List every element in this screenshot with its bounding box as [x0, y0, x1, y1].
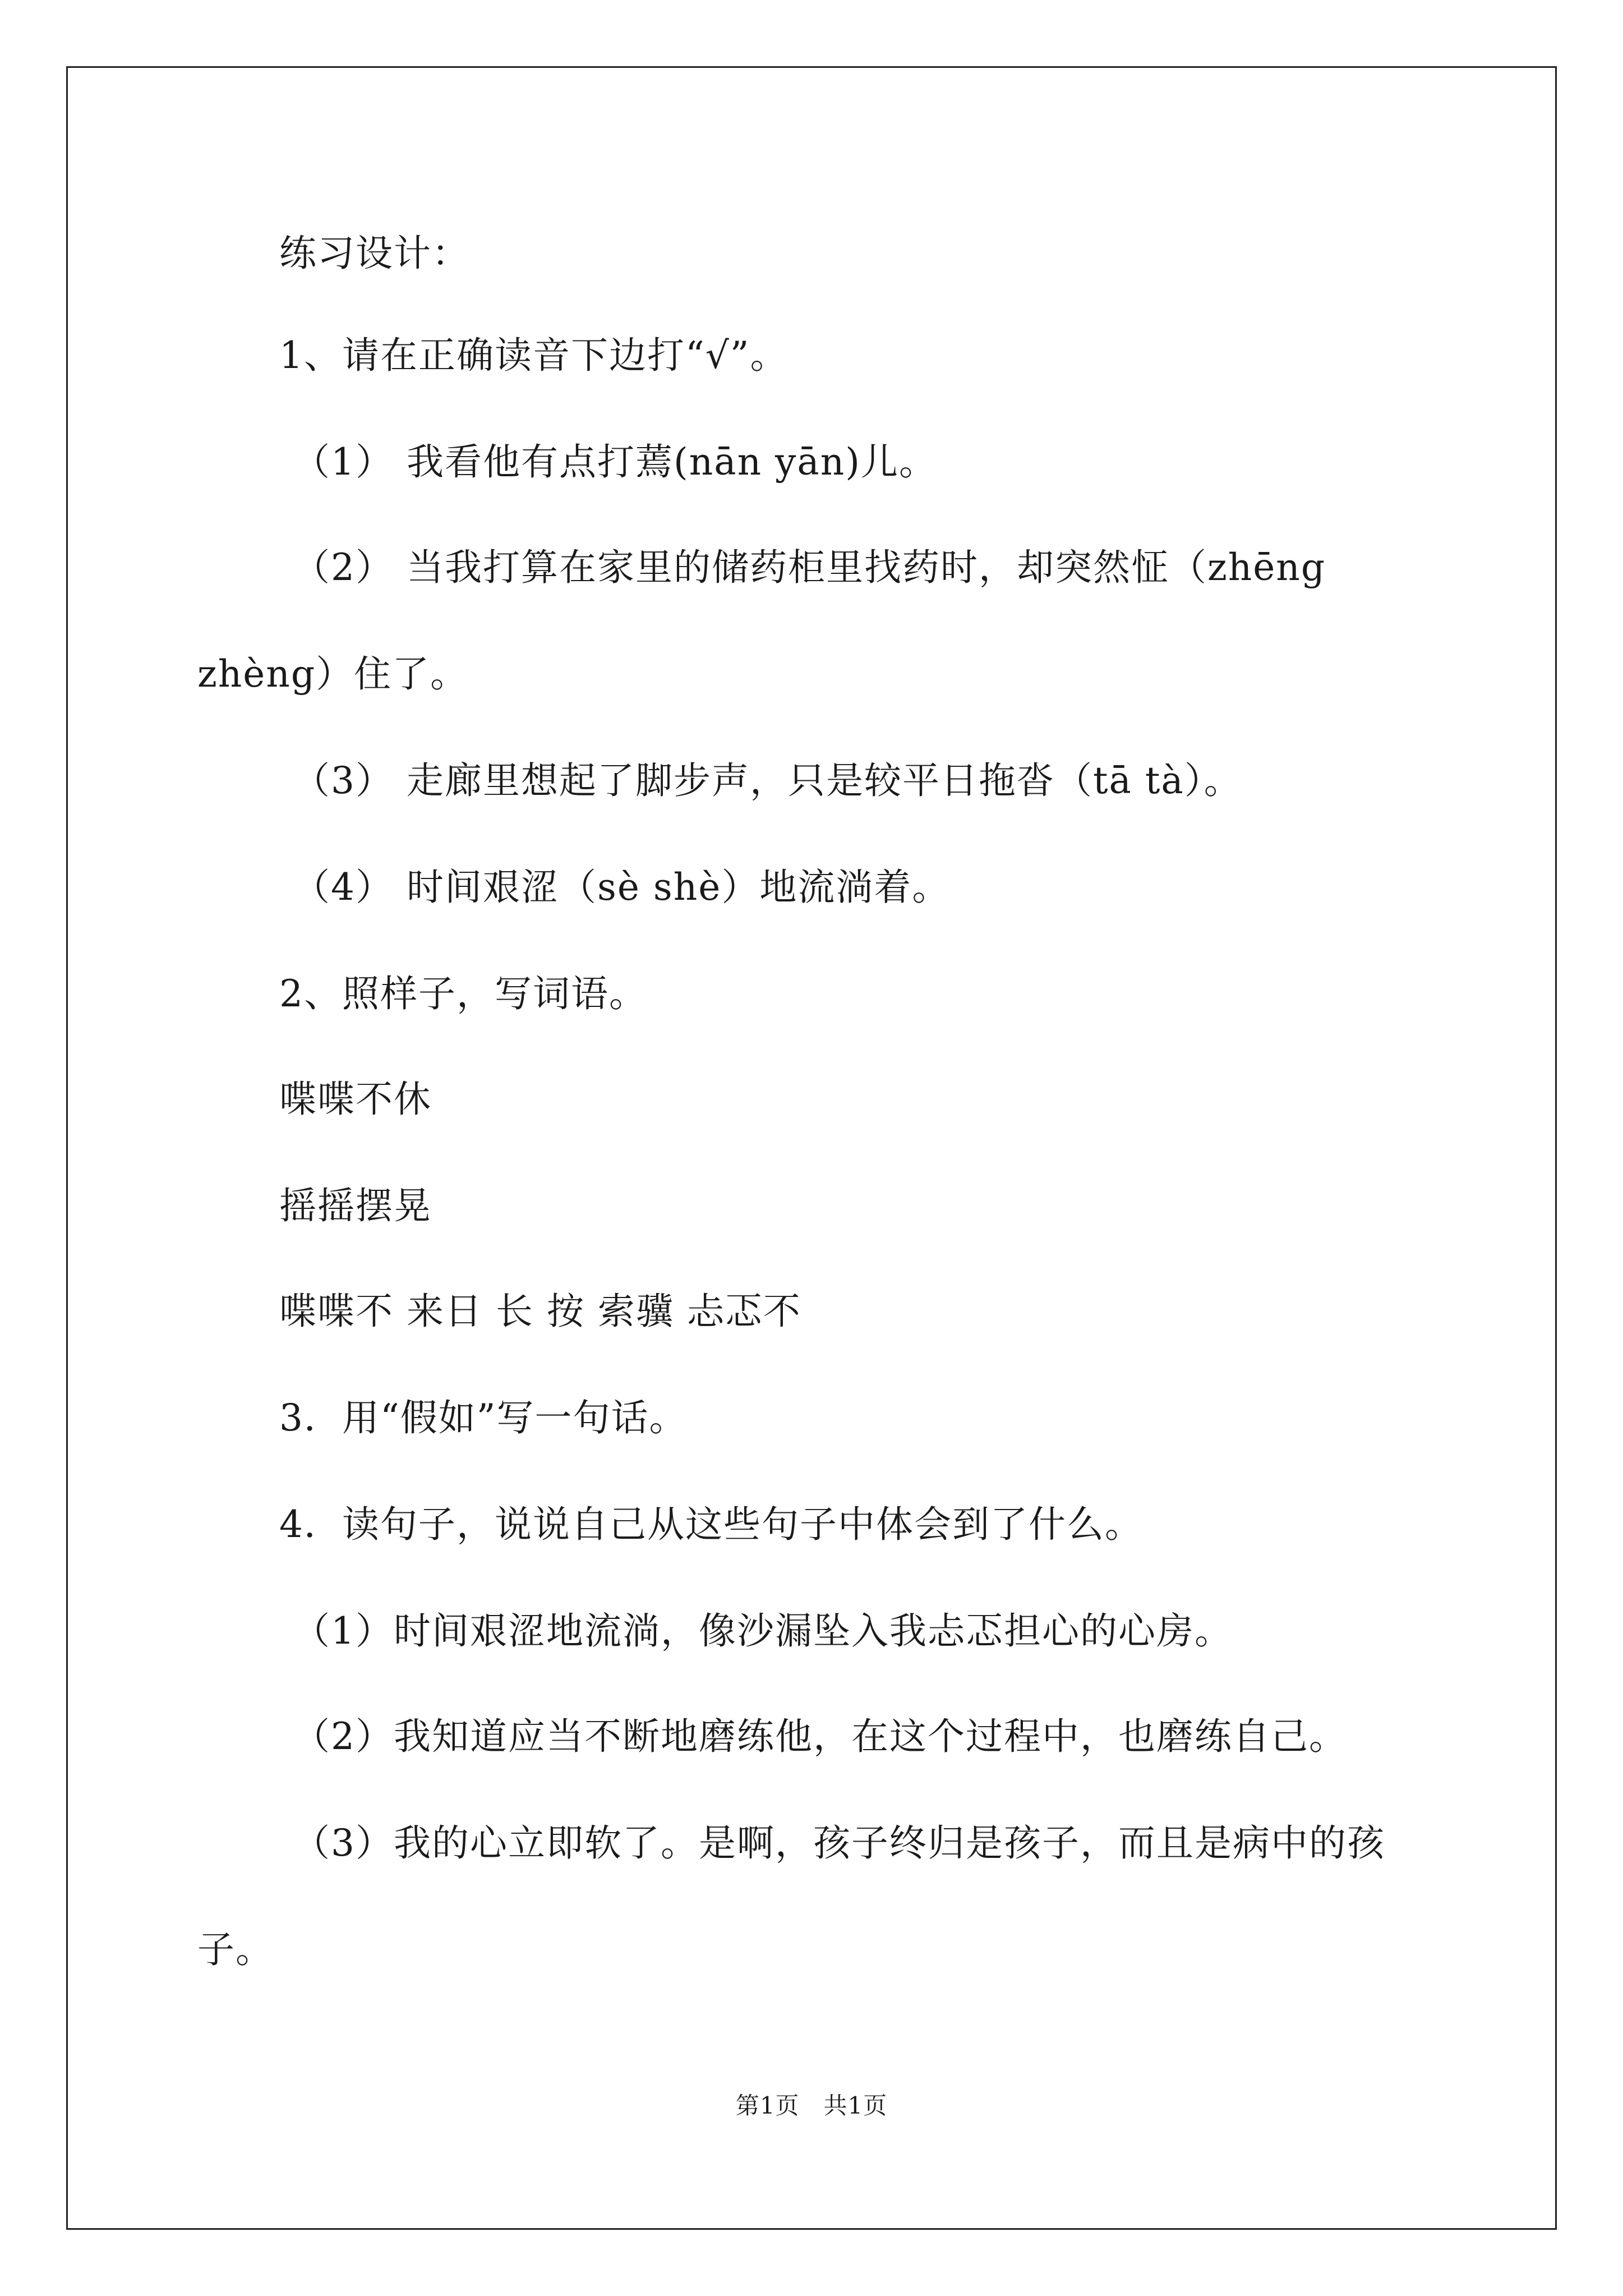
- question-4-item-2: （2）我知道应当不断地磨练他，在这个过程中，也磨练自己。: [293, 1715, 1347, 1758]
- question-1-heading: 1、请在正确读音下边打“√”。: [279, 334, 789, 377]
- question-3-heading: 3．用“假如”写一句话。: [279, 1396, 688, 1439]
- question-1-item-1: （1） 我看他有点打蔫(nān yān)儿。: [293, 440, 937, 484]
- question-1-item-4: （4） 时间艰涩（sè shè）地流淌着。: [293, 866, 951, 909]
- page-border: [66, 66, 1557, 2230]
- question-4-item-1: （1）时间艰涩地流淌，像沙漏坠入我忐忑担心的心房。: [293, 1609, 1233, 1653]
- question-2-example-1: 喋喋不休: [279, 1078, 432, 1121]
- question-2-heading: 2、照样子，写词语。: [279, 972, 647, 1015]
- question-2-blanks: 喋喋不 来日 长 按 索骥 忐忑不: [279, 1290, 801, 1333]
- question-4-item-3-continued: 子。: [197, 1928, 274, 1971]
- question-1-item-3: （3） 走廊里想起了脚步声，只是较平日拖沓（tā tà）。: [293, 759, 1242, 802]
- question-1-item-2-continued: zhèng）住了。: [197, 652, 469, 696]
- question-2-example-2: 摇摇摆晃: [279, 1184, 432, 1227]
- question-4-heading: 4．读句子，说说自己从这些句子中体会到了什么。: [279, 1503, 1143, 1546]
- page-footer: 第1页 共1页: [735, 2092, 888, 2119]
- question-4-item-3: （3）我的心立即软了。是啊，孩子终归是孩子，而且是病中的孩: [293, 1821, 1385, 1865]
- question-1-item-2: （2） 当我打算在家里的储药柜里找药时，却突然怔（zhēng: [293, 546, 1326, 589]
- document-title: 练习设计：: [279, 232, 470, 275]
